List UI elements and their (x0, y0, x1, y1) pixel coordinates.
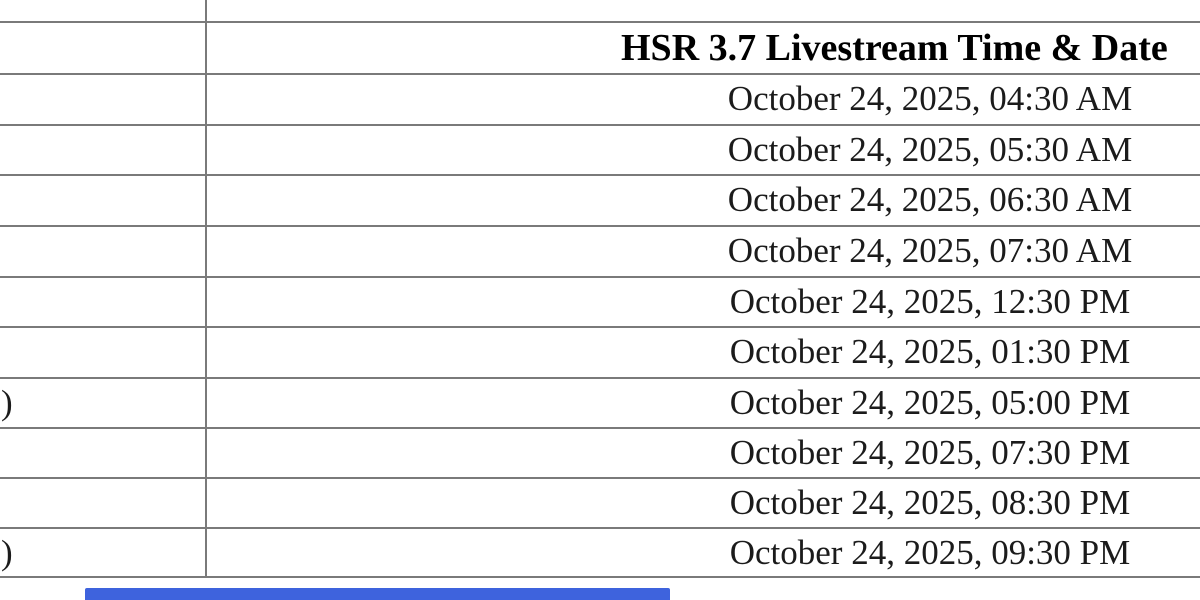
grid-line (0, 174, 1200, 176)
grid-line (0, 576, 1200, 578)
datetime-cell: October 24, 2025, 09:30 PM (729, 533, 1131, 572)
datetime-cell: October 24, 2025, 05:30 AM (727, 130, 1133, 169)
grid-line (0, 477, 1200, 479)
grid-line (0, 377, 1200, 379)
grid-line (0, 276, 1200, 278)
partial-blue-bar[interactable] (85, 588, 670, 600)
grid-line (0, 427, 1200, 429)
grid-line (0, 124, 1200, 126)
datetime-cell: October 24, 2025, 12:30 PM (729, 282, 1131, 321)
grid-line (0, 326, 1200, 328)
datetime-cell: October 24, 2025, 04:30 AM (727, 79, 1133, 118)
grid-line (0, 73, 1200, 75)
grid-line (0, 225, 1200, 227)
datetime-cell: October 24, 2025, 05:00 PM (729, 383, 1131, 422)
timezone-cell-fragment: ) (1, 383, 13, 422)
column-divider (205, 0, 207, 578)
grid-line (0, 527, 1200, 529)
timezone-cell-fragment: ) (1, 533, 13, 572)
grid-line (0, 21, 1200, 23)
datetime-cell: October 24, 2025, 06:30 AM (727, 180, 1133, 219)
table-header-cell: HSR 3.7 Livestream Time & Date (621, 27, 1168, 69)
datetime-cell: October 24, 2025, 01:30 PM (729, 332, 1131, 371)
datetime-cell: October 24, 2025, 07:30 AM (727, 231, 1133, 270)
datetime-cell: October 24, 2025, 07:30 PM (729, 433, 1131, 472)
datetime-cell: October 24, 2025, 08:30 PM (729, 483, 1131, 522)
